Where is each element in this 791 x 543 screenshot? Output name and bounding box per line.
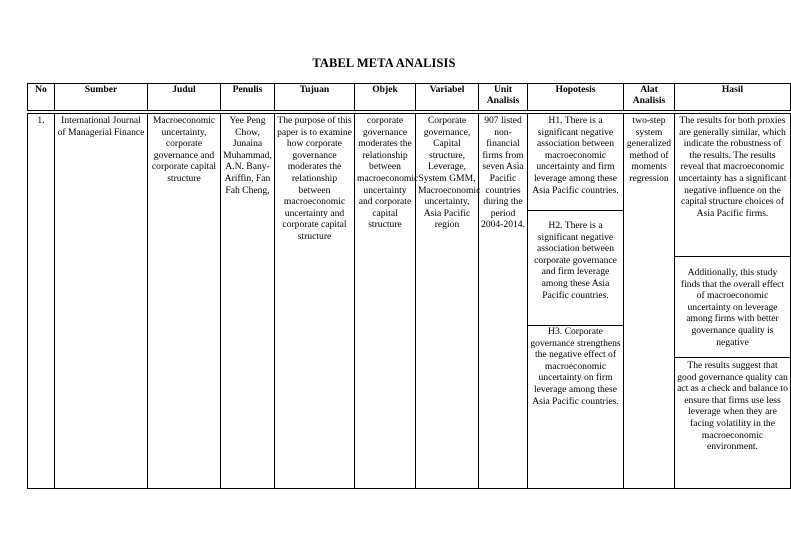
header-alat-analisis: Alat Analisis	[623, 83, 675, 111]
cell-sumber: International Journal of Managerial Finance	[54, 113, 148, 489]
cell-hasil	[674, 113, 791, 489]
hypothesis-2: H2. There is a significant negative association between corporate governance and firm leverage among these Asia Pacific countries.	[534, 220, 617, 301]
header-objek: Objek	[354, 83, 416, 111]
header-hasil: Hasil	[674, 83, 791, 111]
header-sumber: Sumber	[54, 83, 148, 111]
header-judul: Judul	[147, 83, 221, 111]
header-unit-analisis: Unit Analisis	[478, 83, 528, 111]
cell-tujuan: The purpose of this paper is to examine how corporate governance moderates the relationship between macroeconomic uncertainty and corporate capital structure	[274, 113, 355, 489]
result-2: Additionally, this study finds that the overall effect of macroeconomic uncertainty on leverage among firms with better governance quality is negative	[680, 267, 785, 348]
cell-variabel: Corporate governance, Capital structure, Leverage, System GMM, Macroeconomic uncertainty, Asia Pacific region	[415, 113, 479, 489]
hypothesis-3: H3. Corporate governance strengthens the negative effect of macroeconomic uncertainty on firm leverage among these Asia Pacific countries.	[530, 326, 621, 407]
header-variabel: Variabel	[415, 83, 479, 111]
cell-no: 1.	[27, 113, 55, 489]
header-penulis: Penulis	[220, 83, 275, 111]
cell-unit-analisis: 907 listed non-financial firms from seven Asia Pacific countries during the period 2004-2014.	[478, 113, 528, 489]
header-hipotesis: Hopotesis	[527, 83, 624, 111]
cell-objek: corporate governance moderates the relationship between macroeconomic uncertainty and corporate capital structure	[354, 113, 416, 489]
page-title: TABEL META ANALISIS	[312, 56, 456, 70]
result-3: The results suggest that good governance quality can act as a check and balance to ensure that firms use less leverage when they are facing volatility in the macroeconomic environment.	[677, 360, 788, 453]
result-divider	[675, 256, 790, 257]
result-1: The results for both proxies are generally similar, which indicate the robustness of the results. The results reveal that macroeconomic uncertainty has a significant negative influence on the capital structure choices of Asia Pacific firms.	[678, 115, 787, 219]
hypothesis-divider	[528, 210, 623, 211]
cell-judul: Macroeconomic uncertainty, corporate governance and corporate capital structure	[147, 113, 221, 489]
cell-penulis: Yee Peng Chow, Junaina Muhammad, A.N. Bany-Ariffin, Fan Fah Cheng,	[220, 113, 275, 489]
cell-alat-analisis: two-step system generalized method of moments regression	[623, 113, 675, 489]
header-no: No	[27, 83, 55, 111]
hypothesis-1: H1. There is a significant negative association between macroeconomic uncertainty and firm leverage among these Asia Pacific countries.	[532, 115, 619, 196]
result-divider	[675, 357, 790, 358]
cell-hipotesis	[527, 113, 624, 489]
header-tujuan: Tujuan	[274, 83, 355, 111]
